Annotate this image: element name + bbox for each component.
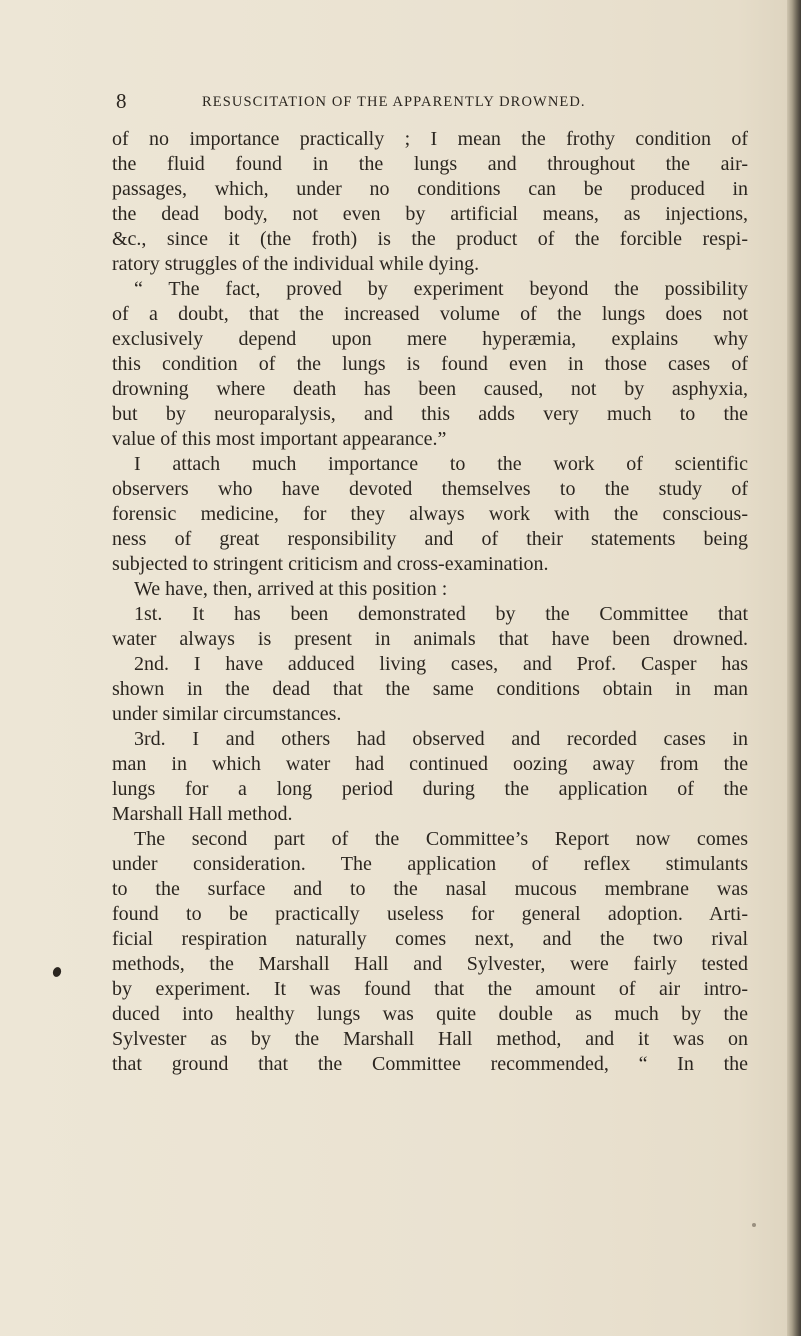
text-line: the dead body, not even by artificial means, as injections, (112, 203, 748, 225)
running-head: RESUSCITATION OF THE APPARENTLY DROWNED. (202, 94, 586, 110)
text-line: 2nd. I have adduced living cases, and Prof. Casper has (134, 653, 748, 675)
text-line: duced into healthy lungs was quite double as much by the (112, 1003, 748, 1025)
text-line: but by neuroparalysis, and this adds very much to the (112, 403, 748, 425)
text-line: Marshall Hall method. (112, 803, 293, 825)
text-line: this condition of the lungs is found even in those cases of (112, 353, 748, 375)
text-line: man in which water had continued oozing away from the (112, 753, 748, 775)
text-line: shown in the dead that the same conditions obtain in man (112, 678, 748, 700)
text-line: found to be practically useless for general adoption. Arti- (112, 903, 748, 925)
text-line: ficial respiration naturally comes next, and the two rival (112, 928, 748, 950)
text-line: The second part of the Committee’s Report now comes (134, 828, 748, 850)
page-binding-edge (787, 0, 801, 1336)
text-line: I attach much importance to the work of scientific (134, 453, 748, 475)
text-line: &c., since it (the froth) is the product of the forcible respi- (112, 228, 748, 250)
text-line: drowning where death has been caused, not by asphyxia, (112, 378, 748, 400)
text-line: of no importance practically ; I mean the frothy condition of (112, 128, 748, 150)
text-line: by experiment. It was found that the amount of air intro- (112, 978, 748, 1000)
text-line: ness of great responsibility and of their statements being (112, 528, 748, 550)
text-line: lungs for a long period during the application of the (112, 778, 748, 800)
text-line: observers who have devoted themselves to the study of (112, 478, 748, 500)
margin-ink-mark (52, 966, 63, 978)
text-line: under similar circumstances. (112, 703, 342, 725)
page-header (116, 89, 676, 113)
text-line: “ The fact, proved by experiment beyond the possibility (134, 278, 748, 300)
text-line: ratory struggles of the individual while dying. (112, 253, 480, 275)
text-line: 1st. It has been demonstrated by the Committee that (134, 603, 748, 625)
page-number: 8 (116, 89, 127, 113)
text-line: that ground that the Committee recommended, “ In the (112, 1053, 748, 1075)
text-line: forensic medicine, for they always work with the conscious- (112, 503, 748, 525)
text-line: exclusively depend upon mere hyperæmia, explains why (112, 328, 748, 350)
text-line: 3rd. I and others had observed and recorded cases in (134, 728, 748, 750)
text-line: to the surface and to the nasal mucous membrane was (112, 878, 748, 900)
text-line: water always is present in animals that have been drowned. (112, 628, 748, 650)
page-speck (752, 1223, 756, 1227)
text-line: Sylvester as by the Marshall Hall method, and it was on (112, 1028, 748, 1050)
text-line: subjected to stringent criticism and cross-examination. (112, 553, 549, 575)
text-line: We have, then, arrived at this position : (134, 578, 448, 600)
text-line: methods, the Marshall Hall and Sylvester, were fairly tested (112, 953, 748, 975)
text-line: under consideration. The application of reflex stimulants (112, 853, 748, 875)
text-line: value of this most important appearance.” (112, 428, 447, 450)
body-text (112, 127, 748, 1077)
text-line: the fluid found in the lungs and throughout the air- (112, 153, 748, 175)
text-line: of a doubt, that the increased volume of the lungs does not (112, 303, 748, 325)
text-line: passages, which, under no conditions can be produced in (112, 178, 748, 200)
